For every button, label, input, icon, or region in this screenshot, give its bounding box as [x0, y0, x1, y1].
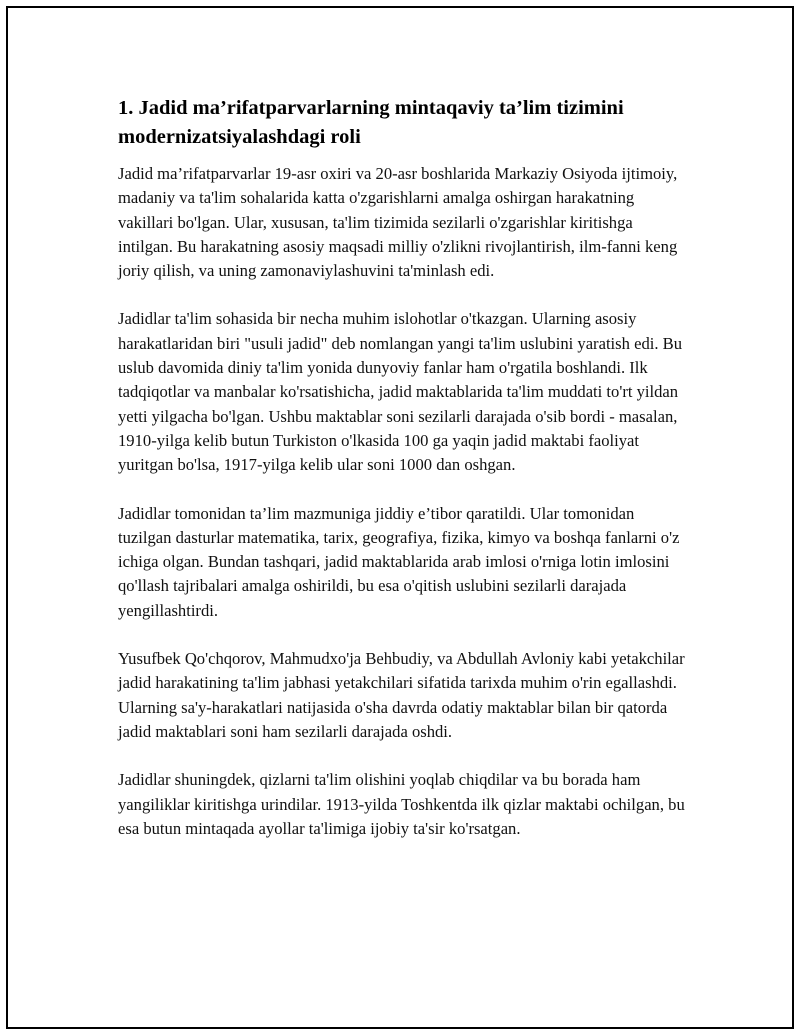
paragraph-girls-education: Jadidlar shuningdek, qizlarni ta'lim olishini yoqlab chiqdilar va bu borada ham yangiliklar kiritishga urindilar. 1913-yilda Toshkentda ilk qizlar maktabi ochilgan, bu esa butun mintaqada ayollar ta'limiga ijobiy ta'sir ko'rsatgan. — [118, 770, 685, 838]
document-body — [118, 94, 690, 865]
paragraph-intro: Jadid ma’rifatparvarlar 19-asr oxiri va 20-asr boshlarida Markaziy Osiyoda ijtimoiy, madaniy va ta'lim sohalarida katta o'zgarishlarni amalga oshirgan harakatning vakillari bo'lgan. Ular, xususan, ta'lim tizimida sezilarli o'zgarishlar kiritishga intilgan. Bu harakatning asosiy maqsadi milliy o'zlikni rivojlantirish, ilm-fanni keng joriy qilish, va uning zamonaviylashuvini ta'minlash edi. — [118, 164, 678, 281]
section-heading: 1. Jadid ma’rifatparvarlarning mintaqaviy ta’lim tizimini modernizatsiyalashdagi roli — [118, 97, 624, 148]
paragraph-reforms: Jadidlar ta'lim sohasida bir necha muhim islohotlar o'tkazgan. Ularning asosiy harakatlaridan biri "usuli jadid" deb nomlangan yangi ta'lim uslubini yaratish edi. Bu uslub davomida diniy ta'lim yonida dunyoviy fanlar ham o'rgatila boshlandi. Ilk tadqiqotlar va manbalar ko'rsatishicha, jadid maktablarida ta'lim muddati to'rt yildan yetti yilgacha bo'lgan. Ushbu maktablar soni sezilarli darajada o'sib bordi - masalan, 1910-yilga kelib butun Turkiston o'lkasida 100 ga yaqin jadid maktabi faoliyat yuritgan bo'lsa, 1917-yilga kelib ular soni 1000 dan oshgan. — [118, 309, 683, 475]
paragraph-leaders: Yusufbek Qo'chqorov, Mahmudxo'ja Behbudiy, va Abdullah Avloniy kabi yetakchilar jadid harakatining ta'lim jabhasi yetakchilari sifatida tarixda muhim o'rin egallashdi. Ularning sa'y-harakatlari natijasida o'sha davrda odatiy maktablar bilan bir qatorda jadid maktablari soni ham sezilarli darajada oshdi. — [118, 649, 685, 741]
paragraph-curriculum: Jadidlar tomonidan ta’lim mazmuniga jiddiy e’tibor qaratildi. Ular tomonidan tuzilgan dasturlar matematika, tarix, geografiya, fizika, kimyo va boshqa fanlarni o'z ichiga olgan. Bundan tashqari, jadid maktablarida arab imlosi o'rniga lotin imlosini qo'llash tajribalari amalga oshirildi, bu esa o'qitish uslubini sezilarli darajada yengillashtirdi. — [118, 503, 680, 620]
